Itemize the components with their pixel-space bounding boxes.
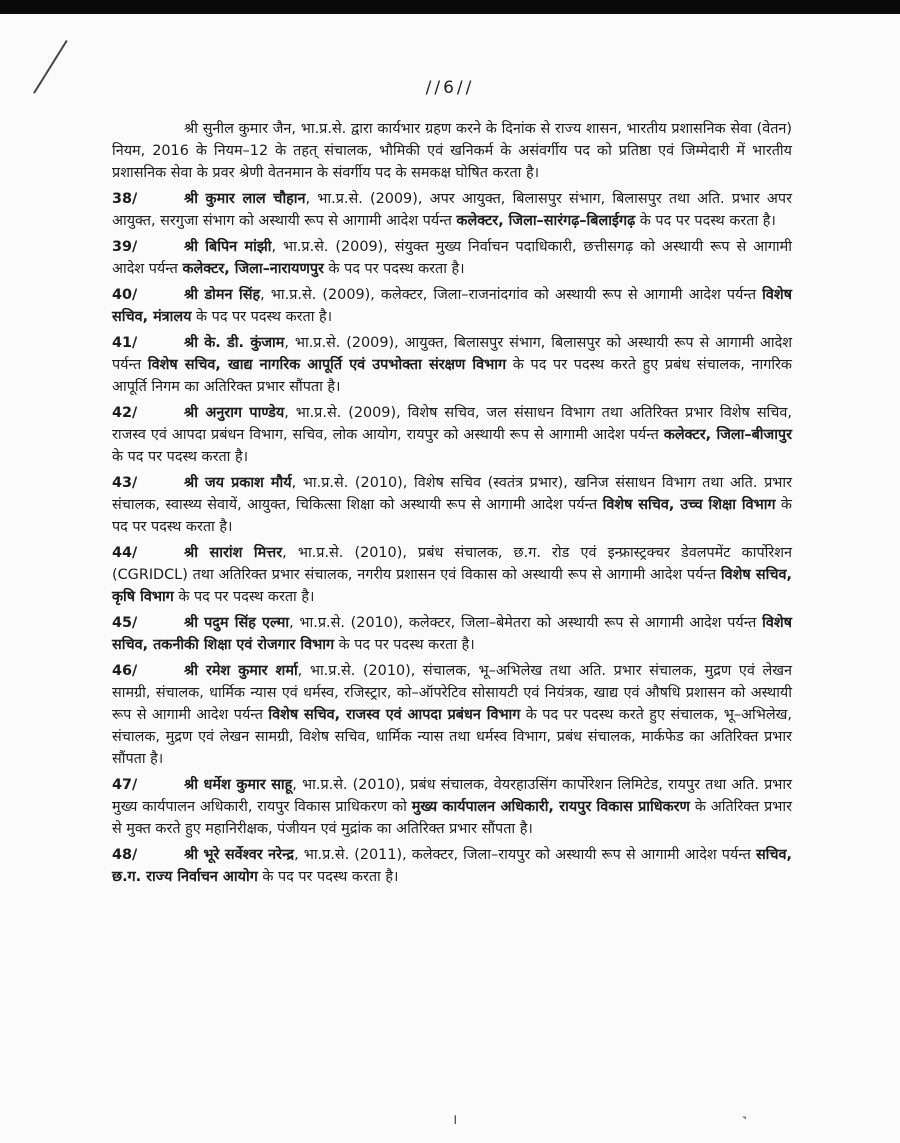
footer-mark: ˺ xyxy=(742,1115,747,1131)
order-item xyxy=(112,542,792,608)
order-list xyxy=(112,188,792,888)
item-text: , भा.प्र.से. (2010), प्रबंध संचालक, छ.ग. रोड एवं इन्फ्रास्ट्रक्चर डेवलपमेंट कार्पोरेशन (CGRIDCL) तथा अतिरिक्त प्रभार संचालक, नगरीय प्रशासन एवं विकास को अस्थायी रूप से आगामी आदेश पर्यन्त xyxy=(112,545,793,583)
item-text: , भा.प्र.से. (2009), अपर आयुक्त, बिलासपुर संभाग, बिलासपुर तथा अति. प्रभार अपर आयुक्त, सरगुजा संभाग को अस्थायी रूप से आगामी आदेश पर्यन्त xyxy=(112,191,792,229)
officer-name: श्री धर्मेश कुमार साहू xyxy=(184,777,293,793)
order-item xyxy=(112,660,792,770)
officer-name: श्री रमेश कुमार शर्मा xyxy=(184,663,298,679)
item-tail: के पद पर पदस्थ करते हुए प्रबंध संचालक, नागरिक आपूर्ति निगम का अतिरिक्त प्रभार सौंपता है। xyxy=(112,357,792,395)
item-number: 38/ xyxy=(112,191,138,207)
item-text: , भा.प्र.से. (2011), कलेक्टर, जिला–रायपुर को अस्थायी रूप से आगामी आदेश पर्यन्त xyxy=(294,847,756,863)
intro-paragraph: श्री सुनील कुमार जैन, भा.प्र.से. द्वारा कार्यभार ग्रहण करने के दिनांक से राज्य शासन, भारतीय प्रशासनिक सेवा (वेतन) नियम, 2016 के नियम–12 के तहत् संचालक, भौमिकी एवं खनिकर्म के असंवर्गीय पद को प्रतिष्ठा एवं जिम्मेदारी में भारतीय प्रशासनिक सेवा के प्रवर श्रेणी वेतनमान के संवर्गीय पद के समकक्ष घोषित करता है। xyxy=(112,121,792,181)
order-item xyxy=(112,472,792,538)
item-tail: के पद पर पदस्थ करता है। xyxy=(191,309,333,325)
posting: विशेष सचिव, राजस्व एवं आपदा प्रबंधन विभाग xyxy=(268,707,521,723)
item-text: , भा.प्र.से. (2010), कलेक्टर, जिला–बेमेतरा को अस्थायी रूप से आगामी आदेश पर्यन्त xyxy=(289,615,763,631)
order-item xyxy=(112,844,792,888)
posting: विशेष सचिव, उच्च शिक्षा विभाग xyxy=(602,497,776,513)
officer-name: श्री डोमन सिंह xyxy=(184,287,261,303)
item-tail: के अतिरिक्त प्रभार से मुक्त करते हुए महानिरीक्षक, पंजीयन एवं मुद्रांक का अतिरिक्त प्रभार सौंपता है। xyxy=(112,799,792,837)
item-tail: के पद पर पदस्थ करता है। xyxy=(112,449,249,465)
order-item xyxy=(112,188,792,232)
order-item xyxy=(112,332,792,398)
item-number: 41/ xyxy=(112,335,138,351)
item-number: 48/ xyxy=(112,847,138,863)
officer-name: श्री जय प्रकाश मौर्य xyxy=(184,475,292,491)
item-tail: के पद पर पदस्थ करता है। xyxy=(635,213,776,229)
top-bar xyxy=(0,0,900,14)
item-number: 46/ xyxy=(112,663,138,679)
item-text: , भा.प्र.से. (2010), विशेष सचिव (स्वतंत्र प्रभार), खनिज संसाधन विभाग तथा अति. प्रभार संचालक, स्वास्थ्य सेवायें, आयुक्त, चिकित्सा शिक्षा को अस्थायी रूप से आगामी आदेश पर्यन्त xyxy=(112,475,793,513)
item-tail: के पद पर पदस्थ करते हुए संचालक, भू–अभिलेख, संचालक, मुद्रण एवं लेखन सामग्री, विशेष सचिव, धार्मिक न्यास तथा धर्मस्व विभाग, प्रबंध संचालक, मार्कफेड का अतिरिक्त प्रभार सौंपता है। xyxy=(112,707,792,767)
order-item xyxy=(112,402,792,468)
posting: विशेष सचिव, तकनीकी शिक्षा एवं रोजगार विभाग xyxy=(112,615,792,653)
posting: कलेक्टर, जिला–बीजापुर xyxy=(663,427,792,443)
posting: मुख्य कार्यपालन अधिकारी, रायपुर विकास प्राधिकरण xyxy=(411,799,690,815)
item-text: , भा.प्र.से. (2009), संयुक्त मुख्य निर्वाचन पदाधिकारी, छत्तीसगढ़ को अस्थायी रूप से आगामी आदेश पर्यन्त xyxy=(112,239,792,277)
order-item xyxy=(112,284,792,328)
item-tail: के पद पर पदस्थ करता है। xyxy=(112,497,792,535)
item-number: 42/ xyxy=(112,405,138,421)
item-tail: के पद पर पदस्थ करता है। xyxy=(323,261,465,277)
item-number: 43/ xyxy=(112,475,138,491)
officer-name: श्री कुमार लाल चौहान xyxy=(184,191,306,207)
item-text: , भा.प्र.से. (2009), विशेष सचिव, जल संसाधन विभाग तथा अतिरिक्त प्रभार विशेष सचिव, राजस्व एवं आपदा प्रबंधन विभाग, सचिव, लोक आयोग, रायपुर को अस्थायी रूप से आगामी आदेश पर्यन्त xyxy=(112,405,792,443)
posting: विशेष सचिव, मंत्रालय xyxy=(112,287,792,325)
item-text: , भा.प्र.से. (2010), संचालक, भू–अभिलेख तथा अति. प्रभार संचालक, मुद्रण एवं लेखन सामग्री, संचालक, धार्मिक न्यास एवं धर्मस्व, रजिस्ट्रार, को–ऑपरेटिव सोसायटी एवं नियंत्रक, खाद्य एवं औषधि प्रशासन को अस्थायी रूप से आगामी आदेश पर्यन्त xyxy=(112,663,792,723)
item-number: 45/ xyxy=(112,615,138,631)
officer-name: श्री के. डी. कुंजाम xyxy=(184,335,285,351)
footer-mark: । xyxy=(452,1112,458,1128)
item-text: , भा.प्र.से. (2009), आयुक्त, बिलासपुर संभाग, बिलासपुर को अस्थायी रूप से आगामी आदेश पर्यन्त xyxy=(112,335,792,373)
item-tail: के पद पर पदस्थ करता है। xyxy=(173,589,315,605)
item-number: 47/ xyxy=(112,777,138,793)
item-tail: के पद पर पदस्थ करता है। xyxy=(257,869,399,885)
officer-name: श्री सारांश मित्तर xyxy=(184,545,283,561)
item-text: , भा.प्र.से. (2009), कलेक्टर, जिला–राजनांदगांव को अस्थायी रूप से आगामी आदेश पर्यन्त xyxy=(260,287,763,303)
order-item xyxy=(112,612,792,656)
officer-name: श्री पदुम सिंह एल्मा xyxy=(184,615,290,631)
posting: विशेष सचिव, खाद्य नागरिक आपूर्ति एवं उपभोक्ता संरक्षण विभाग xyxy=(147,357,507,373)
item-number: 40/ xyxy=(112,287,138,303)
posting: कलेक्टर, जिला–नारायणपुर xyxy=(182,261,324,277)
officer-name: श्री बिपिन मांझी xyxy=(184,239,272,255)
order-item xyxy=(112,236,792,280)
posting: सचिव, छ.ग. राज्य निर्वाचन आयोग xyxy=(112,847,792,885)
posting: विशेष सचिव, कृषि विभाग xyxy=(112,567,792,605)
officer-name: श्री भूरे सर्वेश्वर नरेन्द्र xyxy=(184,847,295,863)
document-body xyxy=(112,118,792,892)
officer-name: श्री अनुराग पाण्डेय xyxy=(184,405,285,421)
posting: कलेक्टर, जिला–सारंगढ़–बिलाईगढ़ xyxy=(456,213,636,229)
item-tail: के पद पर पदस्थ करता है। xyxy=(334,637,475,653)
item-text: , भा.प्र.से. (2010), प्रबंध संचालक, वेयरहाउसिंग कार्पोरेशन लिमिटेड, रायपुर तथा अति. प्रभार मुख्य कार्यपालन अधिकारी, रायपुर विकास प्राधिकरण को xyxy=(112,777,792,815)
item-number: 39/ xyxy=(112,239,138,255)
item-number: 44/ xyxy=(112,545,138,561)
page-number: //6// xyxy=(425,78,475,98)
order-item xyxy=(112,774,792,840)
